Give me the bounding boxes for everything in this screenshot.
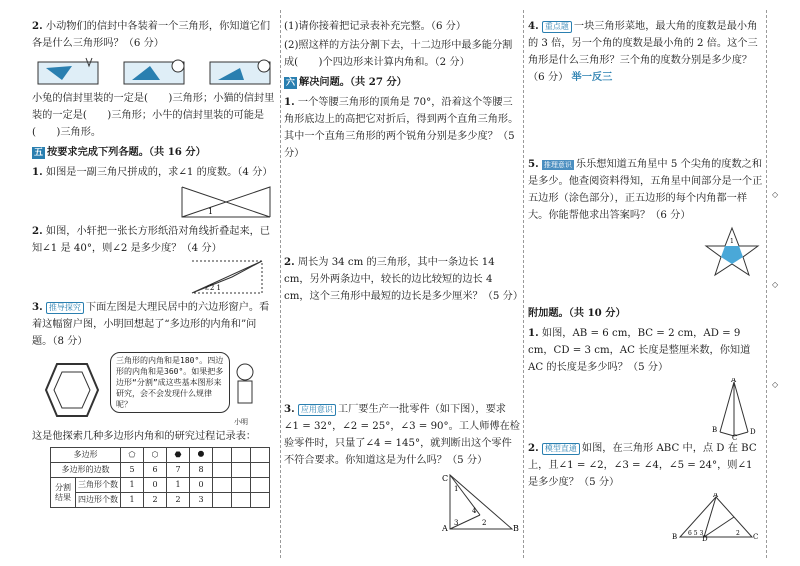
table-row	[51, 478, 270, 493]
five-pointed-star-figure	[528, 226, 764, 278]
angle-1: 1	[454, 485, 459, 493]
row-label-sides: 多边形的边数	[51, 463, 121, 478]
table-cell: 1	[167, 478, 190, 493]
table-cell-empty[interactable]	[251, 448, 270, 463]
question-2: 2. 小动物们的信封中各装着一个三角形，你知道它们各是什么三角形吗？（6 分）	[32, 20, 271, 49]
table-cell: 1	[121, 493, 144, 508]
table-header-polygon: 多边形	[51, 448, 121, 463]
vertex-A: A	[731, 378, 737, 384]
table-cell: 0	[190, 478, 213, 493]
angle-labels: 6 5 3	[688, 530, 704, 537]
section5-question-2: 2. 如图，小轩把一张长方形纸沿对角线折叠起来，已知∠1 是 40°，则∠2 是多少度？（4 分）	[32, 225, 271, 254]
vertex-A: A	[713, 493, 719, 499]
quadrilateral-figure	[528, 378, 764, 440]
column-3	[528, 18, 764, 543]
table-cell: 3	[190, 493, 213, 508]
extra-question-1: 1. 如图，AB = 6 cm，BC = 2 cm，AD = 9 cm，CD = 3 cm，AC 长度是整厘米数，你知道 AC 的长度是多少吗？（5 分）	[528, 327, 751, 373]
binding-mark: ◇	[772, 280, 779, 289]
vertex-C: C	[732, 434, 738, 440]
angle-2: 2	[482, 519, 487, 527]
vertex-B: B	[672, 533, 678, 541]
angle-3: 3	[454, 519, 459, 527]
table-cell-empty[interactable]	[213, 448, 232, 463]
row-group-label: 分割结果	[51, 478, 76, 508]
table-cell: 7	[167, 463, 190, 478]
section5-question-3: 3. 推导探究 下面左图是大理民居中的六边形窗户。看着这幅窗户图，小明回想起了“多边形的内角和”问题。（8 分）	[32, 301, 270, 347]
table-intro: 这是他探索几种多边形内角和的研究过程记录表：	[32, 431, 257, 442]
window-figure-area	[32, 352, 276, 428]
table-row	[51, 463, 270, 478]
folded-rectangle-figure	[32, 259, 276, 299]
question-3-part-2: (2)照这样的方法分割下去，十二边形中最多能分割成( )个四边形来计算内角和。（2 分）	[284, 40, 513, 68]
question-5: 5. 推理意识 乐乐想知道五角星中 5 个尖角的度数之和是多少。他查阅资料得知，五角星中间部分是一个正五边形（涂色部分），正五边形的每个内角都一样大。你能帮他求出答案吗？（6 分）	[528, 158, 763, 221]
vertex-C: C	[442, 474, 449, 483]
section-6-heading: 六 解决问题。（共 27 分）	[286, 76, 407, 88]
section-5-heading: 五 按要求完成下列各题。（共 16 分）	[34, 146, 206, 158]
vertex-A: A	[442, 524, 448, 533]
extra-question-2: 2. 模型直通 如图，在三角形 ABC 中，点 D 在 BC 上，且∠1 = ∠2，∠3 = ∠4，∠5 = 24°，则∠1 是多少度？（5 分）	[528, 442, 757, 488]
column-2	[284, 18, 524, 533]
polygon-record-table	[50, 447, 270, 508]
table-row	[51, 493, 270, 508]
table-cell-empty[interactable]	[213, 493, 232, 508]
table-cell-empty[interactable]	[251, 463, 270, 478]
angle-1-label: 1	[730, 238, 734, 245]
section6-question-1: 1. 一个等腰三角形的顶角是 70°，沿着这个等腰三角形底边上的高把它对折后，得到两个直角三角形。其中一个直角三角形的两个锐角分别是多少度？（5 分）	[284, 96, 519, 159]
angle-1-label: 1	[208, 207, 214, 216]
table-cell: 0	[144, 478, 167, 493]
part-triangle-figure	[284, 471, 520, 533]
column-divider	[280, 10, 281, 558]
table-cell-empty[interactable]	[232, 493, 251, 508]
section5-question-1: 1. 如图是一副三角尺拼成的，求∠1 的度数。（4 分）	[32, 166, 273, 178]
envelope-rabbit	[38, 58, 98, 84]
section6-question-3: 3. 应用意识 工厂要生产一批零件（如下图），要求∠1 = 32°，∠2 = 25°，∠3 = 90°。工人师傅在检验零件时，只量了∠4 = 145°，就判断出这个零件不符合要求。你知道这是为什么吗？（5 分）	[284, 403, 520, 466]
boy-icon	[232, 362, 258, 414]
angle-4: 4	[472, 507, 477, 515]
answer-space[interactable]	[528, 88, 764, 156]
angle-2: 2	[736, 530, 740, 537]
table-cell: 6	[144, 463, 167, 478]
vertex-C: C	[753, 533, 759, 541]
octagon-cell: ⯃	[190, 448, 213, 463]
question-2-blanks: 小兔的信封里装的一定是( )三角形；小猫的信封里装的一定是( )三角形；小牛的信封里装的可能是( )三角形。	[32, 93, 275, 138]
table-cell-empty[interactable]	[251, 478, 270, 493]
table-cell: 2	[144, 493, 167, 508]
table-cell-empty[interactable]	[232, 463, 251, 478]
binding-mark: ◇	[772, 190, 779, 199]
extra-section-heading: 附加题。（共 10 分）	[528, 307, 626, 319]
table-row	[51, 448, 270, 463]
row-label-quadrilaterals: 四边形个数	[76, 493, 121, 508]
table-cell: 1	[121, 478, 144, 493]
question-3-part-1: (1)请你接着把记录表补充完整。（6 分）	[284, 21, 467, 32]
column-1	[32, 18, 276, 508]
triangle-abc-figure	[528, 493, 764, 543]
pentagon-cell: ⬠	[121, 448, 144, 463]
vertex-B: B	[712, 426, 718, 434]
heptagon-cell: ⬣	[167, 448, 190, 463]
vertex-B: B	[513, 524, 519, 533]
speech-bubble: 三角形的内角和是180°。四边形的内角和是360°。如果把多边形“分割”成这些基本图形来研究，会不会发现什么规律呢？	[110, 352, 230, 413]
section6-question-2: 2. 周长为 34 cm 的三角形，其中一条边长 14 cm，另外两条边中，较长的边比较短的边长 4 cm，这个三角形中最短的边长是多少厘米？（5 分）	[284, 256, 524, 302]
hexagon-cell: ⬡	[144, 448, 167, 463]
triangle-rulers-figure	[32, 183, 276, 223]
vertex-D: D	[750, 428, 756, 436]
answer-space[interactable]	[528, 278, 764, 302]
table-cell: 2	[167, 493, 190, 508]
table-cell: 8	[190, 463, 213, 478]
table-cell-empty[interactable]	[251, 493, 270, 508]
row-label-triangles: 三角形个数	[76, 478, 121, 493]
table-cell-empty[interactable]	[213, 478, 232, 493]
answer-space[interactable]	[284, 164, 520, 254]
table-cell-empty[interactable]	[213, 463, 232, 478]
envelope-cat	[124, 60, 184, 84]
hexagon-window-icon	[42, 360, 102, 420]
binding-line	[766, 10, 767, 558]
binding-mark: ◇	[772, 380, 779, 389]
envelope-cow	[210, 60, 270, 84]
column-divider	[523, 10, 524, 558]
animal-envelopes-figure	[32, 54, 276, 90]
angle-labels: ∠2 1	[204, 284, 221, 292]
question-4: 4. 重点题 一块三角形菜地，最大角的度数是最小角的 3 倍，另一个角的度数是最小角的 2 倍。这个三角形是什么三角形？三个角的度数分别是多少度？（6 分） 举一反三	[528, 20, 758, 83]
table-cell: 5	[121, 463, 144, 478]
table-cell-empty[interactable]	[232, 448, 251, 463]
vertex-D: D	[702, 535, 708, 543]
xiaoming-label: 小明	[234, 418, 248, 426]
answer-space[interactable]	[284, 307, 520, 401]
table-cell-empty[interactable]	[232, 478, 251, 493]
